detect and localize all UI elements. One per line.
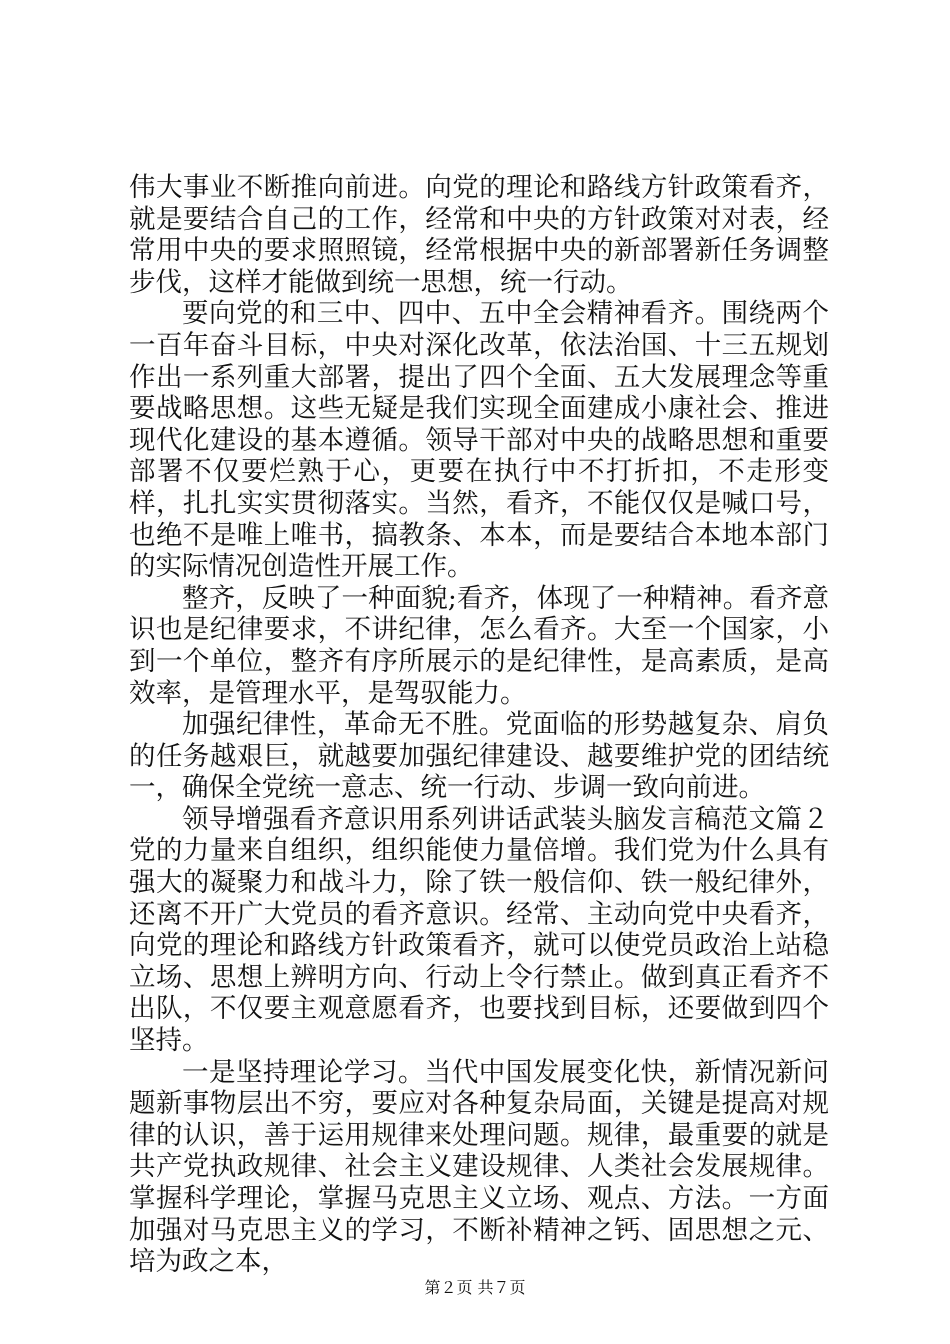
document-body: [129, 172, 829, 1278]
page-number: 第２页: [424, 1278, 473, 1297]
page-total: 共７页: [477, 1278, 526, 1297]
paragraph: 整齐，反映了一种面貌;看齐，体现了一种精神。看齐意识也是纪律要求，不讲纪律，怎么看齐。大至一个国家，小到一个单位，整齐有序所展示的是纪律性，是高素质，是高效率，是管理水平，是驾驭能力。: [129, 582, 829, 709]
page-footer: [0, 1275, 950, 1298]
paragraph: 加强纪律性，革命无不胜。党面临的形势越复杂、肩负的任务越艰巨，就越要加强纪律建设、越要维护党的团结统一，确保全党统一意志、统一行动、步调一致向前进。: [129, 709, 829, 804]
paragraph: 一是坚持理论学习。当代中国发展变化快，新情况新问题新事物层出不穷，要应对各种复杂局面，关键是提高对规律的认识，善于运用规律来处理问题。规律，最重要的就是共产党执政规律、社会主义建设规律、人类社会发展规律。掌握科学理论，掌握马克思主义立场、观点、方法。一方面加强对马克思主义的学习，不断补精神之钙、固思想之元、培为政之本，: [129, 1056, 829, 1278]
paragraph: 领导增强看齐意识用系列讲话武装头脑发言稿范文篇２党的力量来自组织，组织能使力量倍增。我们党为什么具有强大的凝聚力和战斗力，除了铁一般信仰、铁一般纪律外，还离不开广大党员的看齐意识。经常、主动向党中央看齐，向党的理论和路线方针政策看齐，就可以使党员政治上站稳立场、思想上辨明方向、行动上令行禁止。做到真正看齐不出队，不仅要主观意愿看齐，也要找到目标，还要做到四个坚持。: [129, 803, 829, 1057]
paragraph-continuation: 伟大事业不断推向前进。向党的理论和路线方针政策看齐，就是要结合自己的工作，经常和中央的方针政策对对表，经常用中央的要求照照镜，经常根据中央的新部署新任务调整步伐，这样才能做到统一思想，统一行动。: [129, 172, 829, 298]
paragraph: 要向党的和三中、四中、五中全会精神看齐。围绕两个一百年奋斗目标，中央对深化改革，依法治国、十三五规划作出一系列重大部署，提出了四个全面、五大发展理念等重要战略思想。这些无疑是我们实现全面建成小康社会、推进现代化建设的基本遵循。领导干部对中央的战略思想和重要部署不仅要烂熟于心，更要在执行中不打折扣，不走形变样，扎扎实实贯彻落实。当然，看齐，不能仅仅是喊口号，也绝不是唯上唯书，搞教条、本本，而是要结合本地本部门的实际情况创造性开展工作。: [129, 298, 829, 583]
